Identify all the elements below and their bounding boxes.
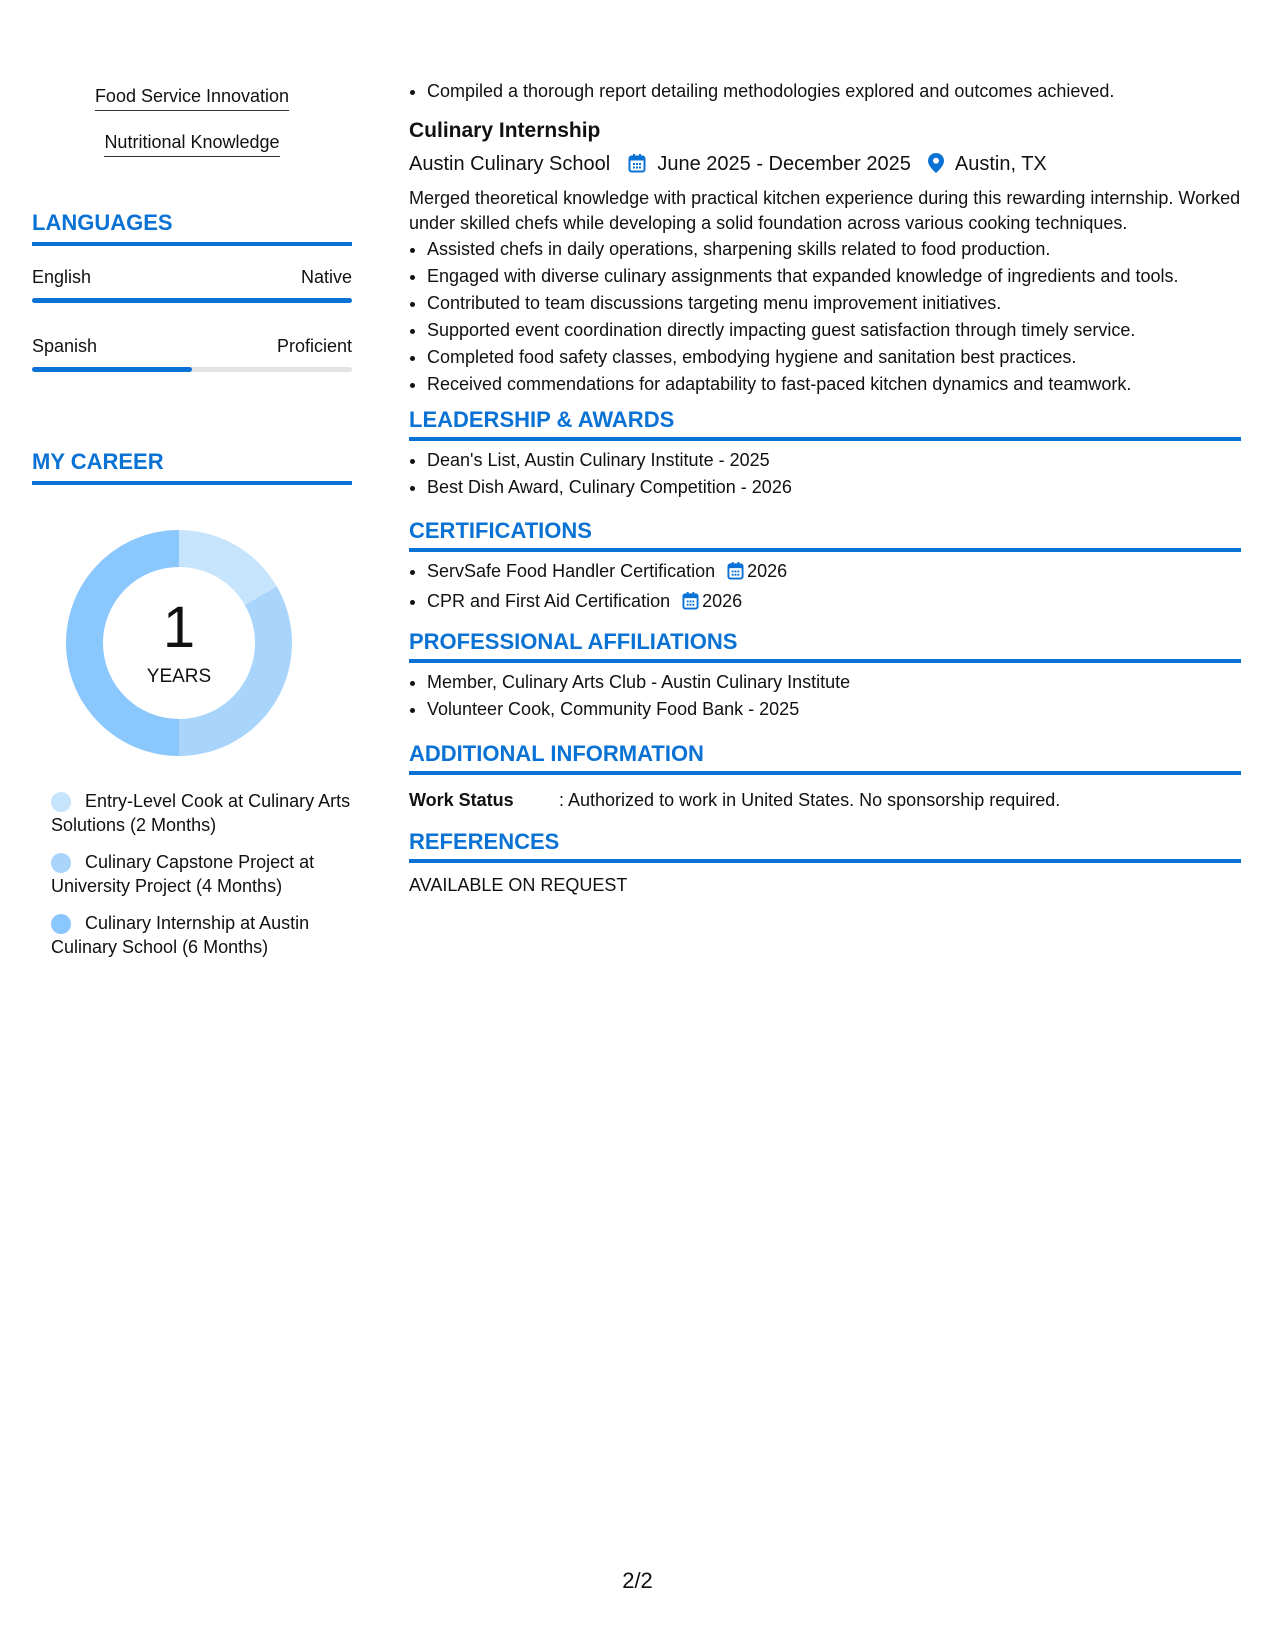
certifications-list	[409, 558, 1259, 618]
certification-item	[427, 558, 1259, 588]
languages-heading: LANGUAGES	[32, 210, 352, 246]
language-proficiency-bar	[32, 298, 352, 303]
language-level: Native	[300, 267, 352, 287]
certification-year: 2026	[702, 591, 743, 611]
references-heading: REFERENCES	[409, 829, 1241, 863]
job-description: Merged theoretical knowledge with practical kitchen experience during this rewarding internship. Worked under skilled chefs while developing a solid foundation across various cooking techniques.	[409, 188, 1241, 233]
job-title: Culinary Internship	[409, 119, 601, 142]
references-text: AVAILABLE ON REQUEST	[409, 875, 628, 895]
language-proficiency-fill	[32, 367, 192, 372]
career-legend	[51, 789, 351, 972]
career-legend-label: Culinary Internship at Austin Culinary School (6 Months)	[51, 913, 310, 957]
career-legend-dot	[51, 853, 71, 873]
career-legend-dot	[51, 914, 71, 934]
job-dates: June 2025 - December 2025	[657, 153, 911, 175]
career-legend-label: Culinary Capstone Project at University Project (4 Months)	[51, 852, 315, 896]
bullet-item: • Completed food safety classes, embodying hygiene and sanitation best practices.	[427, 344, 1241, 371]
language-level: Proficient	[276, 336, 352, 356]
work-status-value: : Authorized to work in United States. No sponsorship required.	[559, 790, 1061, 810]
job-location: Austin, TX	[954, 153, 1047, 175]
affiliations-list	[409, 669, 1259, 723]
career-total-number: 1	[162, 595, 196, 660]
career-total-unit: YEARS	[146, 666, 212, 687]
job-description-block	[409, 186, 1241, 398]
previous-job-bullets	[409, 78, 1259, 105]
language-name: English	[32, 267, 92, 287]
bullet-item: • Received commendations for adaptability to fast-paced kitchen dynamics and teamwork.	[427, 371, 1241, 398]
career-legend-item	[51, 911, 351, 959]
certification-item	[427, 588, 1259, 618]
affiliation-item: • Member, Culinary Arts Club - Austin Culinary Institute	[427, 669, 1259, 696]
bullet-item: • Compiled a thorough report detailing methodologies explored and outcomes achieved.	[427, 78, 1259, 105]
awards-list	[409, 447, 1259, 501]
page-number: 2/2	[622, 1568, 653, 1593]
career-heading: MY CAREER	[32, 449, 352, 485]
bullet-item: • Engaged with diverse culinary assignments that expanded knowledge of ingredients and tools.	[427, 263, 1241, 290]
additional-info-heading: ADDITIONAL INFORMATION	[409, 741, 1241, 775]
career-legend-item	[51, 789, 351, 837]
bullet-item: • Supported event coordination directly impacting guest satisfaction through timely service.	[427, 317, 1241, 344]
certification-name: ServSafe Food Handler Certification	[427, 561, 716, 581]
award-item: • Best Dish Award, Culinary Competition - 2026	[427, 474, 1259, 501]
job-company: Austin Culinary School	[409, 153, 611, 175]
career-legend-dot	[51, 792, 71, 812]
awards-heading: LEADERSHIP & AWARDS	[409, 407, 1241, 441]
job-bullets	[409, 236, 1241, 398]
skill-tag: Food Service Innovation	[95, 85, 289, 111]
bullet-item: • Contributed to team discussions targeting menu improvement initiatives.	[427, 290, 1241, 317]
affiliation-item: • Volunteer Cook, Community Food Bank - 2025	[427, 696, 1259, 723]
calendar-icon	[682, 591, 699, 618]
work-status-key: Work Status	[409, 790, 514, 810]
award-item: • Dean's List, Austin Culinary Institute - 2025	[427, 447, 1259, 474]
work-status-row	[409, 788, 1060, 812]
language-proficiency-bar	[32, 367, 352, 372]
bullet-item: • Assisted chefs in daily operations, sharpening skills related to food production.	[427, 236, 1241, 263]
career-legend-label: Entry-Level Cook at Culinary Arts Solutions (2 Months)	[51, 791, 351, 835]
language-name: Spanish	[32, 336, 98, 356]
calendar-icon	[727, 561, 744, 588]
calendar-icon	[628, 153, 646, 180]
affiliations-heading: PROFESSIONAL AFFILIATIONS	[409, 629, 1241, 663]
certification-name: CPR and First Aid Certification	[427, 591, 671, 611]
skills-list	[32, 85, 352, 177]
map-pin-icon	[928, 153, 944, 180]
language-proficiency-fill	[32, 298, 352, 303]
job-meta	[409, 151, 1047, 180]
certification-year: 2026	[747, 561, 788, 581]
career-legend-item	[51, 850, 351, 898]
skill-tag: Nutritional Knowledge	[104, 131, 279, 157]
career-donut-segment	[179, 530, 277, 605]
certifications-heading: CERTIFICATIONS	[409, 518, 1241, 552]
